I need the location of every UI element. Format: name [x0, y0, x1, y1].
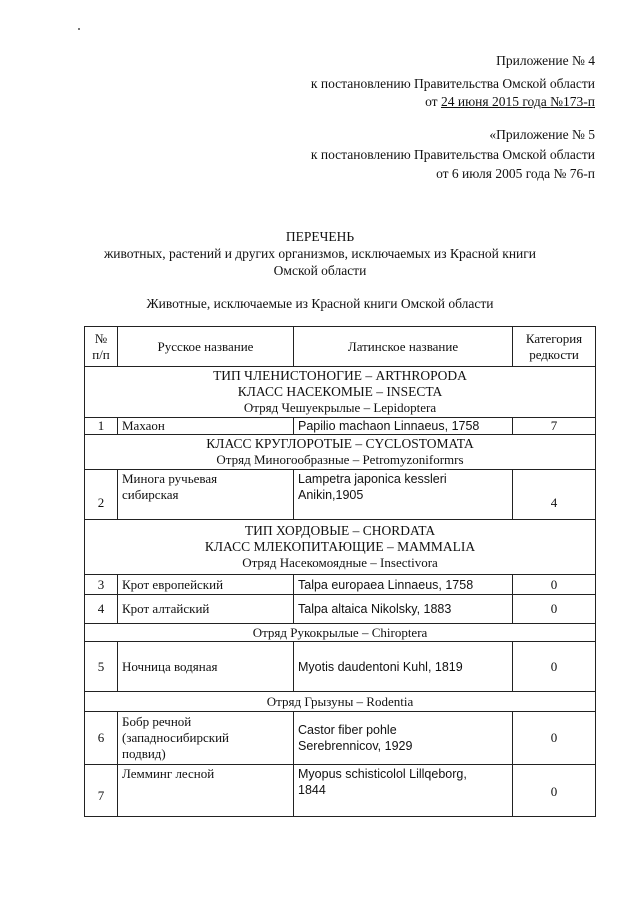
previous-appendix-number: «Приложение № 5: [489, 127, 595, 142]
row-number: 6: [85, 712, 118, 765]
row-number: 7: [85, 765, 118, 817]
latin-name: Castor fiber pohle Serebrennicov, 1929: [294, 712, 513, 765]
document-title-line3: Омской области: [273, 263, 367, 278]
table-row: [85, 712, 596, 765]
section-heading: Отряд Рукокрылые – Chiroptera: [85, 624, 596, 642]
table-row: [85, 595, 596, 624]
russian-name: Махаон: [118, 418, 294, 435]
russian-name: Бобр речной (западносибирский подвид): [118, 712, 294, 765]
rarity-category: 0: [513, 595, 596, 624]
latin-name: Myopus schisticolol Lillqeborg, 1844: [294, 765, 513, 817]
row-number: 5: [85, 642, 118, 692]
section-row-chordata: [85, 520, 596, 575]
russian-name: Лемминг лесной: [118, 765, 294, 817]
document-title-line2: животных, растений и других организмов, исключаемых из Красной книги: [103, 246, 537, 261]
previous-resolution-reference: к постановлению Правительства Омской области: [310, 147, 595, 162]
russian-name: Ночница водяная: [118, 642, 294, 692]
resolution-date-line: [425, 94, 595, 110]
row-number: 1: [85, 418, 118, 435]
russian-name: Минога ручьевая сибирская: [118, 470, 294, 520]
section-heading: Отряд Грызуны – Rodentia: [85, 692, 596, 712]
russian-name: Крот европейский: [118, 575, 294, 595]
section-row-cyclostomata: [85, 435, 596, 470]
rarity-category: 4: [513, 470, 596, 520]
appendix-number: Приложение № 4: [496, 53, 595, 68]
rarity-category: 0: [513, 575, 596, 595]
rarity-category: 7: [513, 418, 596, 435]
previous-resolution-date: от 6 июля 2005 года № 76-п: [436, 166, 595, 181]
latin-name: Myotis daudentoni Kuhl, 1819: [294, 642, 513, 692]
scan-speck: [78, 28, 80, 30]
header-russian: Русское название: [118, 327, 294, 367]
header-category: Категория редкости: [513, 327, 596, 367]
table-row: [85, 765, 596, 817]
latin-name: Lampetra japonica kessleri Anikin,1905: [294, 470, 513, 520]
resolution-number: №173-п: [550, 94, 595, 109]
russian-name: Крот алтайский: [118, 595, 294, 624]
resolution-date: 24 июня 2015 года: [440, 94, 551, 109]
section-heading: ТИП ХОРДОВЫЕ – CHORDATA КЛАСС МЛЕКОПИТАЮЩИЕ – MAMMALIA Отряд Насекомоядные – Insectivora: [85, 520, 596, 575]
row-number: 4: [85, 595, 118, 624]
table-header-row: [85, 327, 596, 367]
section-row-chiroptera: [85, 624, 596, 642]
section-subtitle: Животные, исключаемые из Красной книги Омской области: [146, 296, 494, 311]
rarity-category: 0: [513, 765, 596, 817]
species-table: [84, 326, 596, 817]
row-number: 2: [85, 470, 118, 520]
section-heading: ТИП ЧЛЕНИСТОНОГИЕ – ARTHROPODA КЛАСС НАСЕКОМЫЕ – INSECTA Отряд Чешуекрылые – Lepidoptera: [85, 367, 596, 418]
table-row: [85, 470, 596, 520]
table-row: [85, 642, 596, 692]
document-title: ПЕРЕЧЕНЬ: [285, 229, 355, 244]
section-row-rodentia: [85, 692, 596, 712]
rarity-category: 0: [513, 712, 596, 765]
row-number: 3: [85, 575, 118, 595]
date-prefix: от: [425, 94, 438, 109]
table-row: [85, 418, 596, 435]
latin-name: Talpa altaica Nikolsky, 1883: [294, 595, 513, 624]
section-row-arthropoda: [85, 367, 596, 418]
header-num: № п/п: [85, 327, 118, 367]
latin-name: Papilio machaon Linnaeus, 1758: [294, 418, 513, 435]
table-row: [85, 575, 596, 595]
section-heading: КЛАСС КРУГЛОРОТЫЕ – CYCLOSTOMATA Отряд Миногообразные – Petromyzoniformrs: [85, 435, 596, 470]
latin-name: Talpa europaea Linnaeus, 1758: [294, 575, 513, 595]
header-latin: Латинское название: [294, 327, 513, 367]
rarity-category: 0: [513, 642, 596, 692]
resolution-reference: к постановлению Правительства Омской области: [310, 76, 595, 91]
